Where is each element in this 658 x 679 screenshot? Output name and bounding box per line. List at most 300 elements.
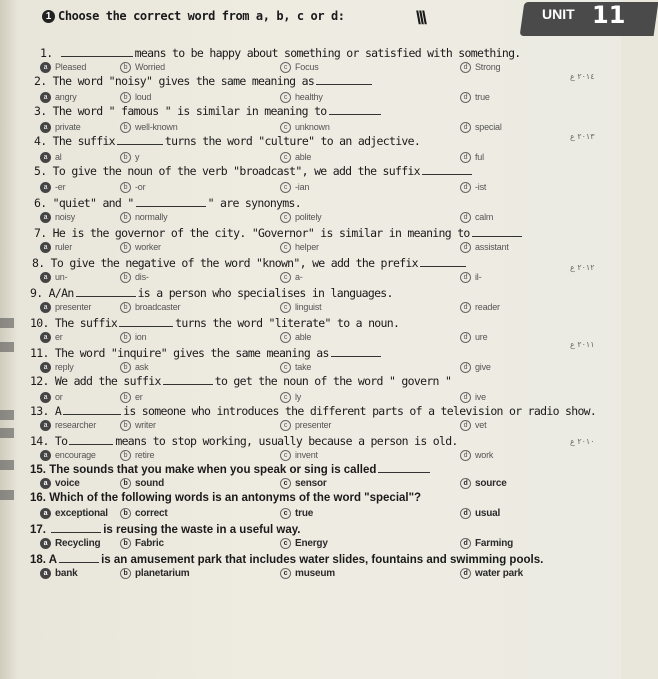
question-text [30,286,393,300]
answer-blank[interactable] [329,104,381,115]
answer-blank[interactable] [69,434,113,445]
option-letter-bubble[interactable]: d [460,362,471,373]
option-label: or [55,392,63,402]
instruction-number: 1 [42,10,55,23]
option-label: ful [475,152,484,162]
answer-option[interactable] [460,122,502,133]
option-letter-bubble[interactable]: d [460,212,471,223]
option-label: presenter [55,302,92,312]
option-letter-bubble[interactable]: b [120,568,131,579]
question-number: 5. [34,164,53,178]
option-label: sound [135,478,164,490]
option-letter-bubble[interactable]: a [40,478,51,489]
answer-option[interactable] [40,478,80,489]
option-label: retire [135,450,155,460]
option-letter-bubble[interactable]: c [280,420,291,431]
answer-option[interactable] [40,62,86,73]
option-letter-bubble[interactable]: c [280,508,291,519]
option-letter-bubble[interactable]: c [280,332,291,343]
option-label: ive [475,392,486,402]
option-label: broadcaster [135,302,181,312]
side-note: ٢٠١١ ع [570,340,595,349]
question-text-after: turns the word "culture" to an adjective. [164,134,421,148]
question-row [0,74,621,92]
option-label: angry [55,92,77,102]
option-label: loud [135,92,152,102]
option-row [0,508,621,522]
option-label: Focus [295,62,319,72]
option-letter-bubble[interactable]: b [120,152,131,163]
option-label: Worried [135,62,165,72]
option-letter-bubble[interactable]: a [40,450,51,461]
answer-option[interactable] [460,62,500,73]
question-text [30,316,399,330]
option-row [0,302,621,316]
option-row [0,332,621,346]
option-letter-bubble[interactable]: a [40,152,51,163]
option-label: Strong [475,62,501,72]
option-label: able [295,152,312,162]
option-label: true [475,92,490,102]
answer-option[interactable] [460,302,500,313]
option-label: able [295,332,312,342]
option-label: sensor [295,478,327,490]
answer-option[interactable] [280,62,319,73]
option-label: -ist [475,182,487,192]
question-number: 14. [30,434,55,448]
option-label: water park [475,568,524,580]
question-text-before: A [54,404,62,418]
answer-option[interactable] [120,568,189,579]
answer-option[interactable] [460,212,493,223]
option-letter-bubble[interactable]: c [280,362,291,373]
answer-option[interactable] [120,478,164,489]
side-note: ٢٠١٤ ع [570,72,595,81]
option-label: exceptional [55,508,108,520]
option-letter-bubble[interactable]: c [280,538,291,549]
option-letter-bubble[interactable]: a [40,332,51,343]
option-label: well-known [135,122,178,132]
answer-option[interactable] [460,508,500,519]
question-number: 12. [30,374,55,388]
answer-blank[interactable] [63,404,121,415]
margin-mark [0,460,14,470]
option-label: source [475,478,507,490]
option-letter-bubble[interactable]: b [120,212,131,223]
option-label: true [295,508,314,520]
option-letter-bubble[interactable]: d [460,420,471,431]
option-letter-bubble[interactable]: d [460,568,471,579]
question-number: 1. [40,46,59,60]
question-text-after: means to be happy about something or satisfied with something. [134,46,521,60]
question-text-before: A/An [48,286,74,300]
option-label: un- [55,272,68,282]
question-number: 17. [30,524,50,536]
option-label: normally [135,212,168,222]
question-text-before: We add the suffix [54,374,161,388]
answer-option[interactable] [40,302,91,313]
option-letter-bubble[interactable]: a [40,302,51,313]
option-letter-bubble[interactable]: b [120,478,131,489]
option-letter-bubble[interactable]: a [40,568,51,579]
option-letter-bubble[interactable]: b [120,272,131,283]
question-row [0,104,621,122]
question-text-before: The word "inquire" gives the same meaning as [54,346,329,360]
question-text [30,552,543,566]
option-letter-bubble[interactable]: b [120,392,131,403]
option-letter-bubble[interactable]: b [120,450,131,461]
answer-option[interactable] [460,450,493,461]
answer-option[interactable] [120,152,139,163]
option-label: al [55,152,62,162]
option-row [0,242,621,256]
option-letter-bubble[interactable]: a [40,242,51,253]
answer-option[interactable] [40,508,108,519]
answer-option[interactable] [120,122,178,133]
option-letter-bubble[interactable]: c [280,182,291,193]
option-letter-bubble[interactable]: a [40,62,51,73]
question-text [30,522,300,536]
option-letter-bubble[interactable]: b [120,122,131,133]
answer-option[interactable] [120,450,154,461]
option-letter-bubble[interactable]: b [120,332,131,343]
question-text-after: is reusing the waste in a useful way. [103,524,301,536]
worksheet-header [42,1,626,38]
option-label: encourage [55,450,96,460]
question-row [0,164,621,182]
question-number: 9. [30,286,49,300]
answer-option[interactable] [460,332,487,343]
answer-option[interactable] [280,538,328,549]
option-letter-bubble[interactable]: c [280,122,291,133]
answer-blank[interactable] [76,286,136,297]
question-text-before: The sounds that you make when you speak or sing is called [49,464,377,476]
question-text-after: is a person who specialises in languages. [137,286,393,300]
option-letter-bubble[interactable]: d [460,122,471,133]
option-letter-bubble[interactable]: a [40,362,51,373]
answer-option[interactable] [460,478,507,489]
question-text-before: The suffix [52,134,115,148]
option-letter-bubble[interactable]: c [280,392,291,403]
option-letter-bubble[interactable]: b [120,420,131,431]
question-text-after: is someone who introduces the different parts of a television or radio show. [123,404,597,418]
question-text [34,74,374,88]
answer-blank[interactable] [117,134,163,145]
question-text-before: To give the noun of the verb "broadcast", we add the suffix [52,164,420,178]
answer-option[interactable] [40,332,63,343]
question-text-before: To give the negative of the word "known", we add the prefix [50,256,418,270]
divider-bars: \\\ [416,8,426,28]
answer-option[interactable] [460,242,509,253]
question-text-before: Which of the following words is an antonyms of the word "special"? [49,492,422,504]
option-letter-bubble[interactable]: b [120,508,131,519]
answer-blank[interactable] [422,164,472,175]
option-label: bank [55,568,78,580]
option-letter-bubble[interactable]: d [460,332,471,343]
answer-blank[interactable] [61,46,133,57]
option-label: Farming [475,538,514,550]
option-letter-bubble[interactable]: a [40,272,51,283]
question-row [0,374,621,392]
answer-option[interactable] [120,182,145,193]
option-label: invent [295,450,318,460]
answer-option[interactable] [280,122,330,133]
answer-blank[interactable] [163,374,213,385]
answer-option[interactable] [40,242,72,253]
answer-option[interactable] [280,450,318,461]
option-row [0,272,621,286]
option-label: writer [135,420,156,430]
option-label: worker [135,242,161,252]
option-letter-bubble[interactable]: c [280,568,291,579]
answer-blank[interactable] [378,462,430,473]
option-letter-bubble[interactable]: c [280,212,291,223]
option-letter-bubble[interactable]: c [280,92,291,103]
answer-option[interactable] [280,242,319,253]
question-text-after: means to stop working, usually because a person is old. [115,434,458,448]
question-text [30,346,383,360]
option-letter-bubble[interactable]: c [280,62,291,73]
question-number: 7. [34,226,53,240]
option-letter-bubble[interactable]: a [40,420,51,431]
question-text [34,164,474,178]
option-label: usual [475,508,501,520]
margin-mark [0,490,14,500]
answer-option[interactable] [280,362,311,373]
question-number: 11. [30,346,55,360]
question-text [30,404,596,418]
question-row [0,134,621,152]
answer-option[interactable] [460,538,513,549]
option-letter-bubble[interactable]: b [120,242,131,253]
answer-option[interactable] [40,122,81,133]
answer-option[interactable] [120,62,165,73]
answer-option[interactable] [280,568,335,579]
option-label: correct [135,508,168,520]
option-label: presenter [295,420,332,430]
option-label: give [475,362,491,372]
option-label: unknown [295,122,330,132]
option-letter-bubble[interactable]: b [120,302,131,313]
question-text [34,104,383,118]
answer-blank[interactable] [472,226,522,237]
option-label: Recycling [55,538,101,550]
answer-option[interactable] [280,212,321,223]
margin-mark [0,318,14,328]
answer-option[interactable] [120,538,164,549]
option-label: ly [295,392,302,402]
question-text [32,256,468,270]
option-letter-bubble[interactable]: c [280,302,291,313]
answer-option[interactable] [120,420,156,431]
option-letter-bubble[interactable]: a [40,392,51,403]
option-label: private [55,122,81,132]
margin-mark [0,342,14,352]
option-label: special [475,122,502,132]
option-letter-bubble[interactable]: d [460,62,471,73]
option-label: noisy [55,212,76,222]
option-letter-bubble[interactable]: d [460,508,471,519]
answer-option[interactable] [460,420,486,431]
option-label: y [135,152,140,162]
side-note: ٢٠١٣ ع [570,132,595,141]
option-letter-bubble[interactable]: c [280,242,291,253]
answer-option[interactable] [40,450,96,461]
option-letter-bubble[interactable]: d [460,538,471,549]
question-text-before: A [48,554,58,566]
answer-option[interactable] [120,392,143,403]
option-letter-bubble[interactable]: b [120,62,131,73]
answer-option[interactable] [280,302,321,313]
answer-option[interactable] [120,92,151,103]
answer-option[interactable] [280,508,313,519]
answer-blank[interactable] [331,346,381,357]
answer-option[interactable] [460,362,491,373]
answer-option[interactable] [40,182,65,193]
option-row [0,478,621,492]
option-letter-bubble[interactable]: d [460,392,471,403]
option-letter-bubble[interactable]: c [280,152,291,163]
option-letter-bubble[interactable]: d [460,478,471,489]
option-label: healthy [295,92,323,102]
answer-option[interactable] [460,182,486,193]
option-row [0,420,621,434]
option-label: ruler [55,242,73,252]
question-number: 13. [30,404,55,418]
option-label: il- [475,272,482,282]
margin-mark [0,428,14,438]
option-letter-bubble[interactable]: b [120,182,131,193]
option-label: er [135,392,143,402]
answer-option[interactable] [280,478,327,489]
option-label: -ian [295,182,310,192]
option-label: dis- [135,272,149,282]
answer-option[interactable] [40,568,78,579]
option-letter-bubble[interactable]: d [460,450,471,461]
answer-option[interactable] [120,508,168,519]
answer-option[interactable] [280,152,311,163]
question-text-after: to get the noun of the word " govern " [214,374,452,388]
answer-blank[interactable] [59,552,99,563]
answer-option[interactable] [40,272,67,283]
answer-option[interactable] [120,332,146,343]
answer-option[interactable] [280,272,303,283]
option-label: work [475,450,494,460]
answer-option[interactable] [40,362,74,373]
answer-option[interactable] [40,152,62,163]
answer-option[interactable] [40,538,100,549]
answer-blank[interactable] [316,74,372,85]
answer-blank[interactable] [136,196,206,207]
answer-option[interactable] [280,182,309,193]
question-text [34,134,420,148]
answer-option[interactable] [40,392,63,403]
option-label: planetarium [135,568,190,580]
option-letter-bubble[interactable]: d [460,92,471,103]
answer-option[interactable] [40,420,96,431]
answer-option[interactable] [120,302,180,313]
option-row [0,568,621,582]
answer-option[interactable] [120,242,161,253]
option-letter-bubble[interactable]: a [40,538,51,549]
option-letter-bubble[interactable]: c [280,450,291,461]
option-letter-bubble[interactable]: b [120,92,131,103]
question-text [34,196,301,210]
option-letter-bubble[interactable]: a [40,122,51,133]
answer-blank[interactable] [420,256,466,267]
option-row [0,538,621,552]
option-letter-bubble[interactable]: d [460,182,471,193]
question-text-before: He is the governor of the city. "Governor" is similar in meaning to [52,226,470,240]
answer-option[interactable] [280,92,323,103]
answer-option[interactable] [120,272,149,283]
option-label: -or [135,182,146,192]
question-text [30,462,432,476]
answer-option[interactable] [280,332,311,343]
answer-option[interactable] [280,392,301,403]
option-label: researcher [55,420,97,430]
option-letter-bubble[interactable]: d [460,152,471,163]
answer-option[interactable] [460,272,481,283]
question-number: 6. [34,196,53,210]
option-letter-bubble[interactable]: b [120,538,131,549]
answer-blank[interactable] [119,316,173,327]
option-label: calm [475,212,494,222]
option-letter-bubble[interactable]: a [40,182,51,193]
option-letter-bubble[interactable]: a [40,212,51,223]
option-label: assistant [475,242,509,252]
option-label: er [55,332,63,342]
unit-banner [520,2,658,36]
question-text-after: turns the word "literate" to a noun. [175,316,400,330]
question-text [30,374,451,388]
option-letter-bubble[interactable]: d [460,242,471,253]
answer-option[interactable] [280,420,331,431]
option-letter-bubble[interactable]: b [120,362,131,373]
question-text-after: is an amusement park that includes water slides, fountains and swimming pools. [101,554,544,566]
answer-blank[interactable] [51,522,101,533]
option-letter-bubble[interactable]: c [280,478,291,489]
answer-option[interactable] [40,92,77,103]
answer-option[interactable] [460,92,490,103]
answer-option[interactable] [460,152,484,163]
unit-number: 11 [592,1,626,29]
option-label: Energy [295,538,328,550]
option-letter-bubble[interactable]: a [40,508,51,519]
question-number: 3. [34,104,53,118]
instruction-text: Choose the correct word from a, b, c or d: [58,9,345,23]
question-text-before: "quiet" and " [52,196,134,210]
question-text-before: The word "noisy" gives the same meaning as [52,74,315,88]
option-letter-bubble[interactable]: c [280,272,291,283]
question-number: 8. [32,256,51,270]
answer-option[interactable] [460,392,486,403]
answer-option[interactable] [120,212,167,223]
question-text-before: To [54,434,68,448]
option-label: vet [475,420,487,430]
question-text-after: " are synonyms. [207,196,301,210]
answer-option[interactable] [40,212,75,223]
unit-label: UNIT [542,6,575,22]
option-letter-bubble[interactable]: a [40,92,51,103]
option-letter-bubble[interactable]: d [460,302,471,313]
answer-option[interactable] [460,568,523,579]
option-label: -er [55,182,66,192]
option-letter-bubble[interactable]: d [460,272,471,283]
answer-option[interactable] [120,362,148,373]
option-label: reader [475,302,500,312]
option-label: helper [295,242,319,252]
